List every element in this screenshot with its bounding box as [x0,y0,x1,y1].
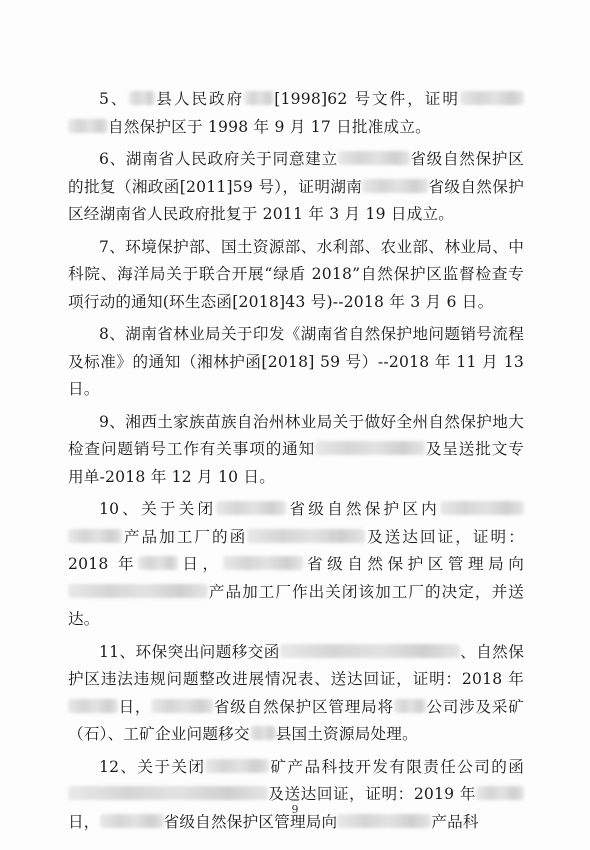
paragraph-text: 省级自然保护区管理局将 [213,697,394,716]
paragraph-text: 日， [68,812,100,831]
redaction-blur [247,529,365,543]
paragraph-text: 、自然保护区违法违规问题整改进展情况表、送达回证，证明：2018 年 [68,642,524,688]
paragraph-p8 [68,321,524,404]
paragraph-text: 及呈送批文专用单-2018 年 12 月 10 日。 [68,440,524,486]
paragraph-text: 及送达回证，证明：2018 年 [68,527,524,573]
redaction-blur [244,91,274,105]
page-number: 9 [291,803,299,816]
paragraph-text: 产品加工厂作出关闭该加工厂的决定，并送达。 [68,582,524,628]
redaction-blur [362,179,428,193]
redaction-blur [205,759,269,773]
paragraph-text: 自然保护区于 1998 年 9 月 17 日批准成立。 [108,117,431,136]
redaction-blur [138,556,178,570]
paragraph-text: 8、湖南省林业局关于印发《湖南省自然保护地问题销号流程及标准》的通知（湘林护函[2018] 59 号）--2018 年 11 月 13 日。 [68,325,524,398]
paragraph-text: 省级自然保护区经湖南省人民政府批复于 2011 年 3 月 19 日成立。 [68,177,525,223]
paragraph-text: 7、环境保护部、国土资源部、水利部、农业部、林业局、中科院、海洋局关于联合开展“绿盾 2018”自然保护区监督检查专项行动的通知(环生态函[2018]43 号)--2018 年 3 月 6 日。 [68,237,524,311]
paragraph-p10 [68,496,524,634]
paragraph-p11 [68,639,524,749]
paragraph-p6 [68,146,524,229]
redaction-blur [68,529,122,543]
paragraph-p7 [68,234,524,317]
paragraph-text: 省级自然保护区管理局向 [163,812,338,831]
paragraph-p9 [68,409,524,492]
paragraph-text: 省级自然保护区的批复（湘政函[2011]59 号），证明湖南 [68,150,524,196]
redaction-blur [250,726,276,740]
paragraph-text: 县国土资源局处理。 [275,725,418,743]
paragraph-text: [1998]62 号文件，证明 [274,90,460,108]
paragraph-text: 11、环保突出问题移交函 [99,642,280,661]
paragraph-text: 省级自然保护区管理局向 [302,555,525,573]
paragraph-text: 矿产品科技开发有限责任公司的函 [269,757,524,776]
redaction-blur [315,441,425,455]
paragraph-text: 产品加工厂的函 [122,527,248,546]
paragraph-text: 10、关于关闭 [99,500,217,518]
paragraph-p5 [68,86,524,141]
redaction-blur [460,91,524,105]
redaction-blur [476,786,524,800]
paragraph-text: 产品科 [431,812,479,831]
paragraph-text: 日， [178,555,223,573]
redaction-blur [338,151,410,165]
paragraph-text: 及送达回证，证明：2019 年 [268,785,476,803]
redaction-blur [68,786,268,800]
paragraph-text: 5、 [99,90,129,108]
document-body [68,86,524,841]
redaction-blur [68,584,208,598]
paragraph-text: 省级自然保护区内 [286,500,440,518]
paragraph-p12 [68,754,524,837]
redaction-blur [440,501,524,515]
paragraph-text: 12、关于关闭 [99,757,206,776]
paragraph-text: 6、湖南省人民政府关于同意建立 [99,150,338,168]
paragraph-text: 县人民政府 [154,90,245,108]
redaction-blur [216,501,286,515]
redaction-blur [223,556,303,570]
redaction-blur [68,699,118,713]
redaction-blur [68,119,108,133]
redaction-blur [129,91,155,105]
paragraph-text: 日， [118,697,152,716]
redaction-blur [151,699,213,713]
paragraph-text: 公司涉及采矿（石）、工矿企业问题移交 [68,697,525,743]
redaction-blur [394,699,426,713]
paragraph-text: 9、湘西土家族苗族自治州林业局关于做好全州自然保护地大检查问题销号工作有关事项的通知 [68,412,524,458]
redaction-blur [280,644,460,658]
